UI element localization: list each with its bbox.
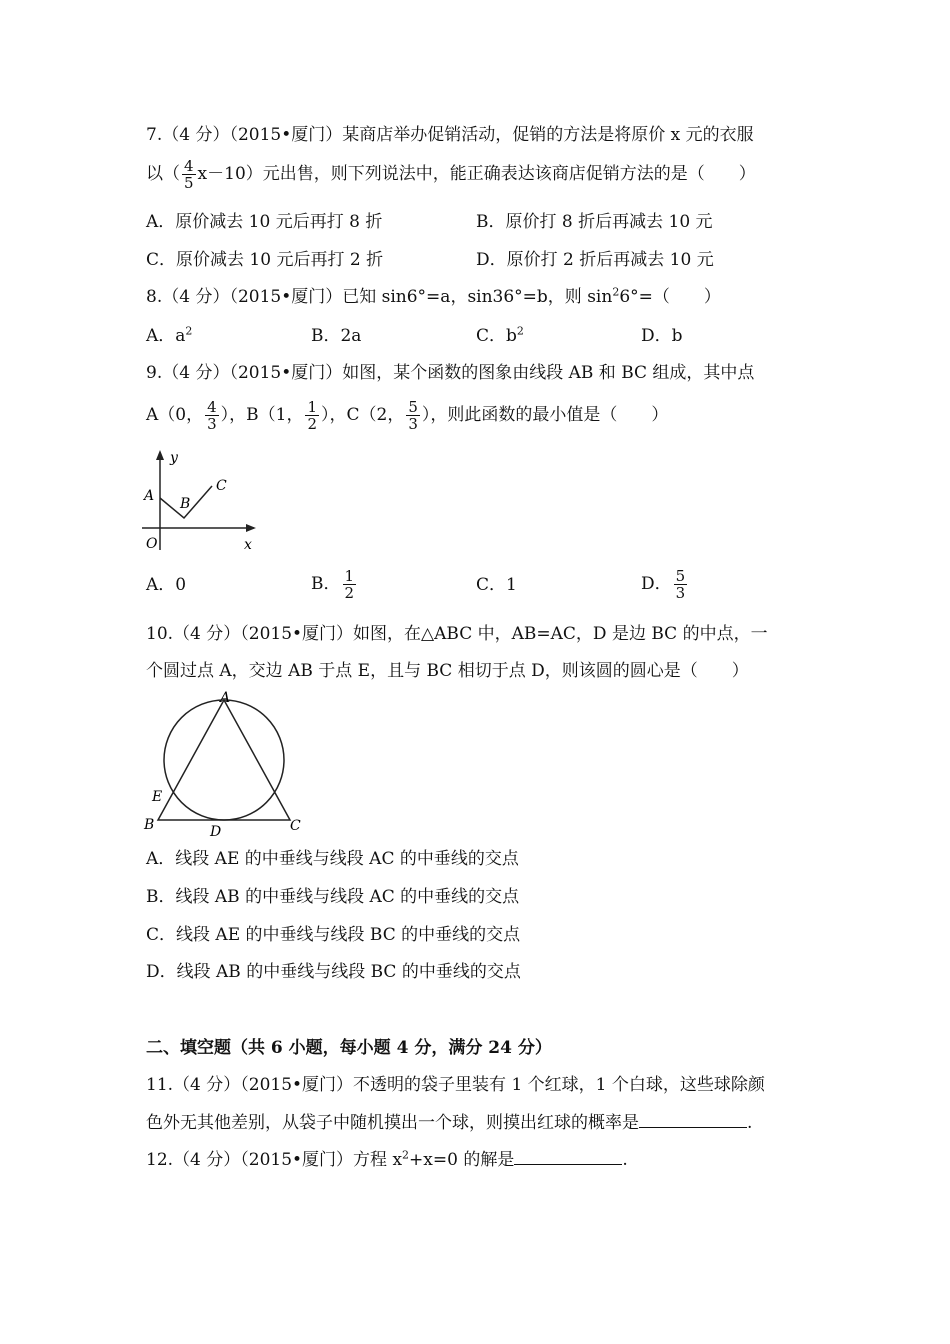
q9-a-num: 4 bbox=[207, 398, 217, 416]
q7-option-a: A．原价减去 10 元后再打 8 折 bbox=[146, 212, 383, 232]
q9-c-pre: ），C（2， bbox=[321, 405, 405, 425]
q9-opt-b-num: 1 bbox=[344, 567, 355, 585]
q7-line1: 7.（4 分）（2015•厦门）某商店举办促销活动，促销的方法是将原价 x 元的衣服 bbox=[146, 125, 754, 145]
q9-option-a: A．0 bbox=[146, 575, 187, 595]
q12-pre: 12.（4 分）（2015•厦门）方程 x bbox=[146, 1150, 403, 1170]
q9-opt-d-fraction bbox=[674, 568, 688, 601]
q9-opt-d-num: 5 bbox=[675, 567, 686, 585]
q9-c-num: 5 bbox=[408, 398, 418, 416]
q10-label-e: E bbox=[152, 789, 163, 805]
q9-opt-d-den: 3 bbox=[675, 584, 686, 602]
q7-line2-pre: 以（ bbox=[146, 164, 180, 184]
q7-fraction bbox=[182, 158, 196, 191]
q9-b-pre: ），B（1， bbox=[220, 405, 304, 425]
q7-line2 bbox=[146, 158, 756, 191]
q8-sup: 2 bbox=[612, 285, 620, 299]
q7-option-c: C．原价减去 10 元后再打 2 折 bbox=[146, 250, 384, 270]
q8-stem bbox=[146, 286, 721, 308]
q10-label-a: A bbox=[220, 690, 231, 706]
q8-option-b: B．2a bbox=[311, 326, 362, 346]
q9-a-pre: A（0， bbox=[146, 405, 204, 425]
q9-b-num: 1 bbox=[307, 398, 317, 416]
section-fill-in-heading: 二、填空题（共 6 小题，每小题 4 分，满分 24 分） bbox=[146, 1038, 552, 1058]
q9-label-c: C bbox=[216, 478, 227, 494]
q9-label-x: x bbox=[244, 537, 252, 553]
q8-option-d: D．b bbox=[641, 326, 683, 346]
q9-option-d bbox=[641, 568, 689, 601]
q7-frac-num: 4 bbox=[184, 157, 194, 175]
q10-option-b: B．线段 AB 的中垂线与线段 AC 的中垂线的交点 bbox=[146, 887, 520, 907]
q7-line2-post: x－10）元出售，则下列说法中，能正确表达该商店促销方法的是（ ） bbox=[197, 164, 756, 184]
q9-opt-b-pre: B． bbox=[311, 574, 341, 594]
q10-triangle-circle-figure bbox=[140, 688, 310, 840]
q12-post: +x=0 的解是 bbox=[409, 1150, 515, 1170]
q9-a-den: 3 bbox=[207, 415, 217, 433]
q10-circle bbox=[164, 700, 284, 820]
q8-c-text: C．b bbox=[476, 326, 517, 346]
q7-frac-den: 5 bbox=[184, 174, 194, 192]
q10-line1: 10.（4 分）（2015•厦门）如图，在△ABC 中，AB=AC，D 是边 BC 的中点，一 bbox=[146, 624, 768, 644]
q10-option-c: C．线段 AE 的中垂线与线段 BC 的中垂线的交点 bbox=[146, 925, 521, 945]
q9-option-b bbox=[311, 568, 358, 601]
q9-b-fraction bbox=[305, 399, 319, 432]
q8-a-sup: 2 bbox=[185, 324, 193, 338]
q9-graph-figure bbox=[136, 446, 266, 558]
q8-option-c bbox=[476, 325, 524, 347]
q12-stem bbox=[146, 1148, 628, 1171]
q9-c-den: 3 bbox=[408, 415, 418, 433]
q10-triangle bbox=[158, 700, 290, 820]
q9-opt-d-pre: D． bbox=[641, 574, 672, 594]
q12-answer-blank bbox=[514, 1148, 622, 1165]
q10-option-d: D．线段 AB 的中垂线与线段 BC 的中垂线的交点 bbox=[146, 962, 521, 982]
q12-sup: 2 bbox=[402, 1148, 410, 1162]
q9-a-fraction bbox=[205, 399, 219, 432]
q9-label-o: O bbox=[146, 536, 158, 552]
q9-option-c: C．1 bbox=[476, 575, 517, 595]
q9-line2 bbox=[146, 399, 668, 432]
q9-label-y: y bbox=[170, 450, 178, 466]
q8-c-sup: 2 bbox=[516, 324, 524, 338]
q10-label-c: C bbox=[290, 818, 301, 834]
q11-end: . bbox=[747, 1113, 753, 1133]
q10-label-d: D bbox=[210, 824, 222, 840]
q8-a-text: A．a bbox=[146, 326, 186, 346]
q9-line1: 9.（4 分）（2015•厦门）如图，某个函数的图象由线段 AB 和 BC 组成，其中点 bbox=[146, 363, 755, 383]
q9-x-arrow bbox=[246, 524, 256, 532]
q9-label-b: B bbox=[180, 496, 191, 512]
q7-option-b: B．原价打 8 折后再减去 10 元 bbox=[476, 212, 713, 232]
q9-y-arrow bbox=[156, 450, 164, 460]
q9-post: ），则此函数的最小值是（ ） bbox=[421, 405, 669, 425]
q11-answer-blank bbox=[639, 1111, 747, 1128]
q7-option-d: D．原价打 2 折后再减去 10 元 bbox=[476, 250, 714, 270]
q11-line2 bbox=[146, 1111, 752, 1134]
q9-b-den: 2 bbox=[307, 415, 317, 433]
q9-c-fraction bbox=[406, 399, 420, 432]
q8-post: 6°=（ ） bbox=[619, 287, 721, 307]
q11-line2-text: 色外无其他差别，从袋子中随机摸出一个球，则摸出红球的概率是 bbox=[146, 1113, 639, 1133]
q10-line2: 个圆过点 A，交边 AB 于点 E，且与 BC 相切于点 D，则该圆的圆心是（ ） bbox=[146, 661, 749, 681]
q9-label-a: A bbox=[144, 488, 155, 504]
q12-end: . bbox=[622, 1150, 628, 1170]
q8-pre: 8.（4 分）（2015•厦门）已知 sin6°=a，sin36°=b，则 sin bbox=[146, 287, 613, 307]
q10-label-b: B bbox=[144, 817, 155, 833]
q11-line1: 11.（4 分）（2015•厦门）不透明的袋子里装有 1 个红球，1 个白球，这些球除颜 bbox=[146, 1075, 765, 1095]
q10-option-a: A．线段 AE 的中垂线与线段 AC 的中垂线的交点 bbox=[146, 849, 519, 869]
q9-opt-b-fraction bbox=[343, 568, 357, 601]
q8-option-a bbox=[146, 325, 192, 347]
q9-opt-b-den: 2 bbox=[344, 584, 355, 602]
